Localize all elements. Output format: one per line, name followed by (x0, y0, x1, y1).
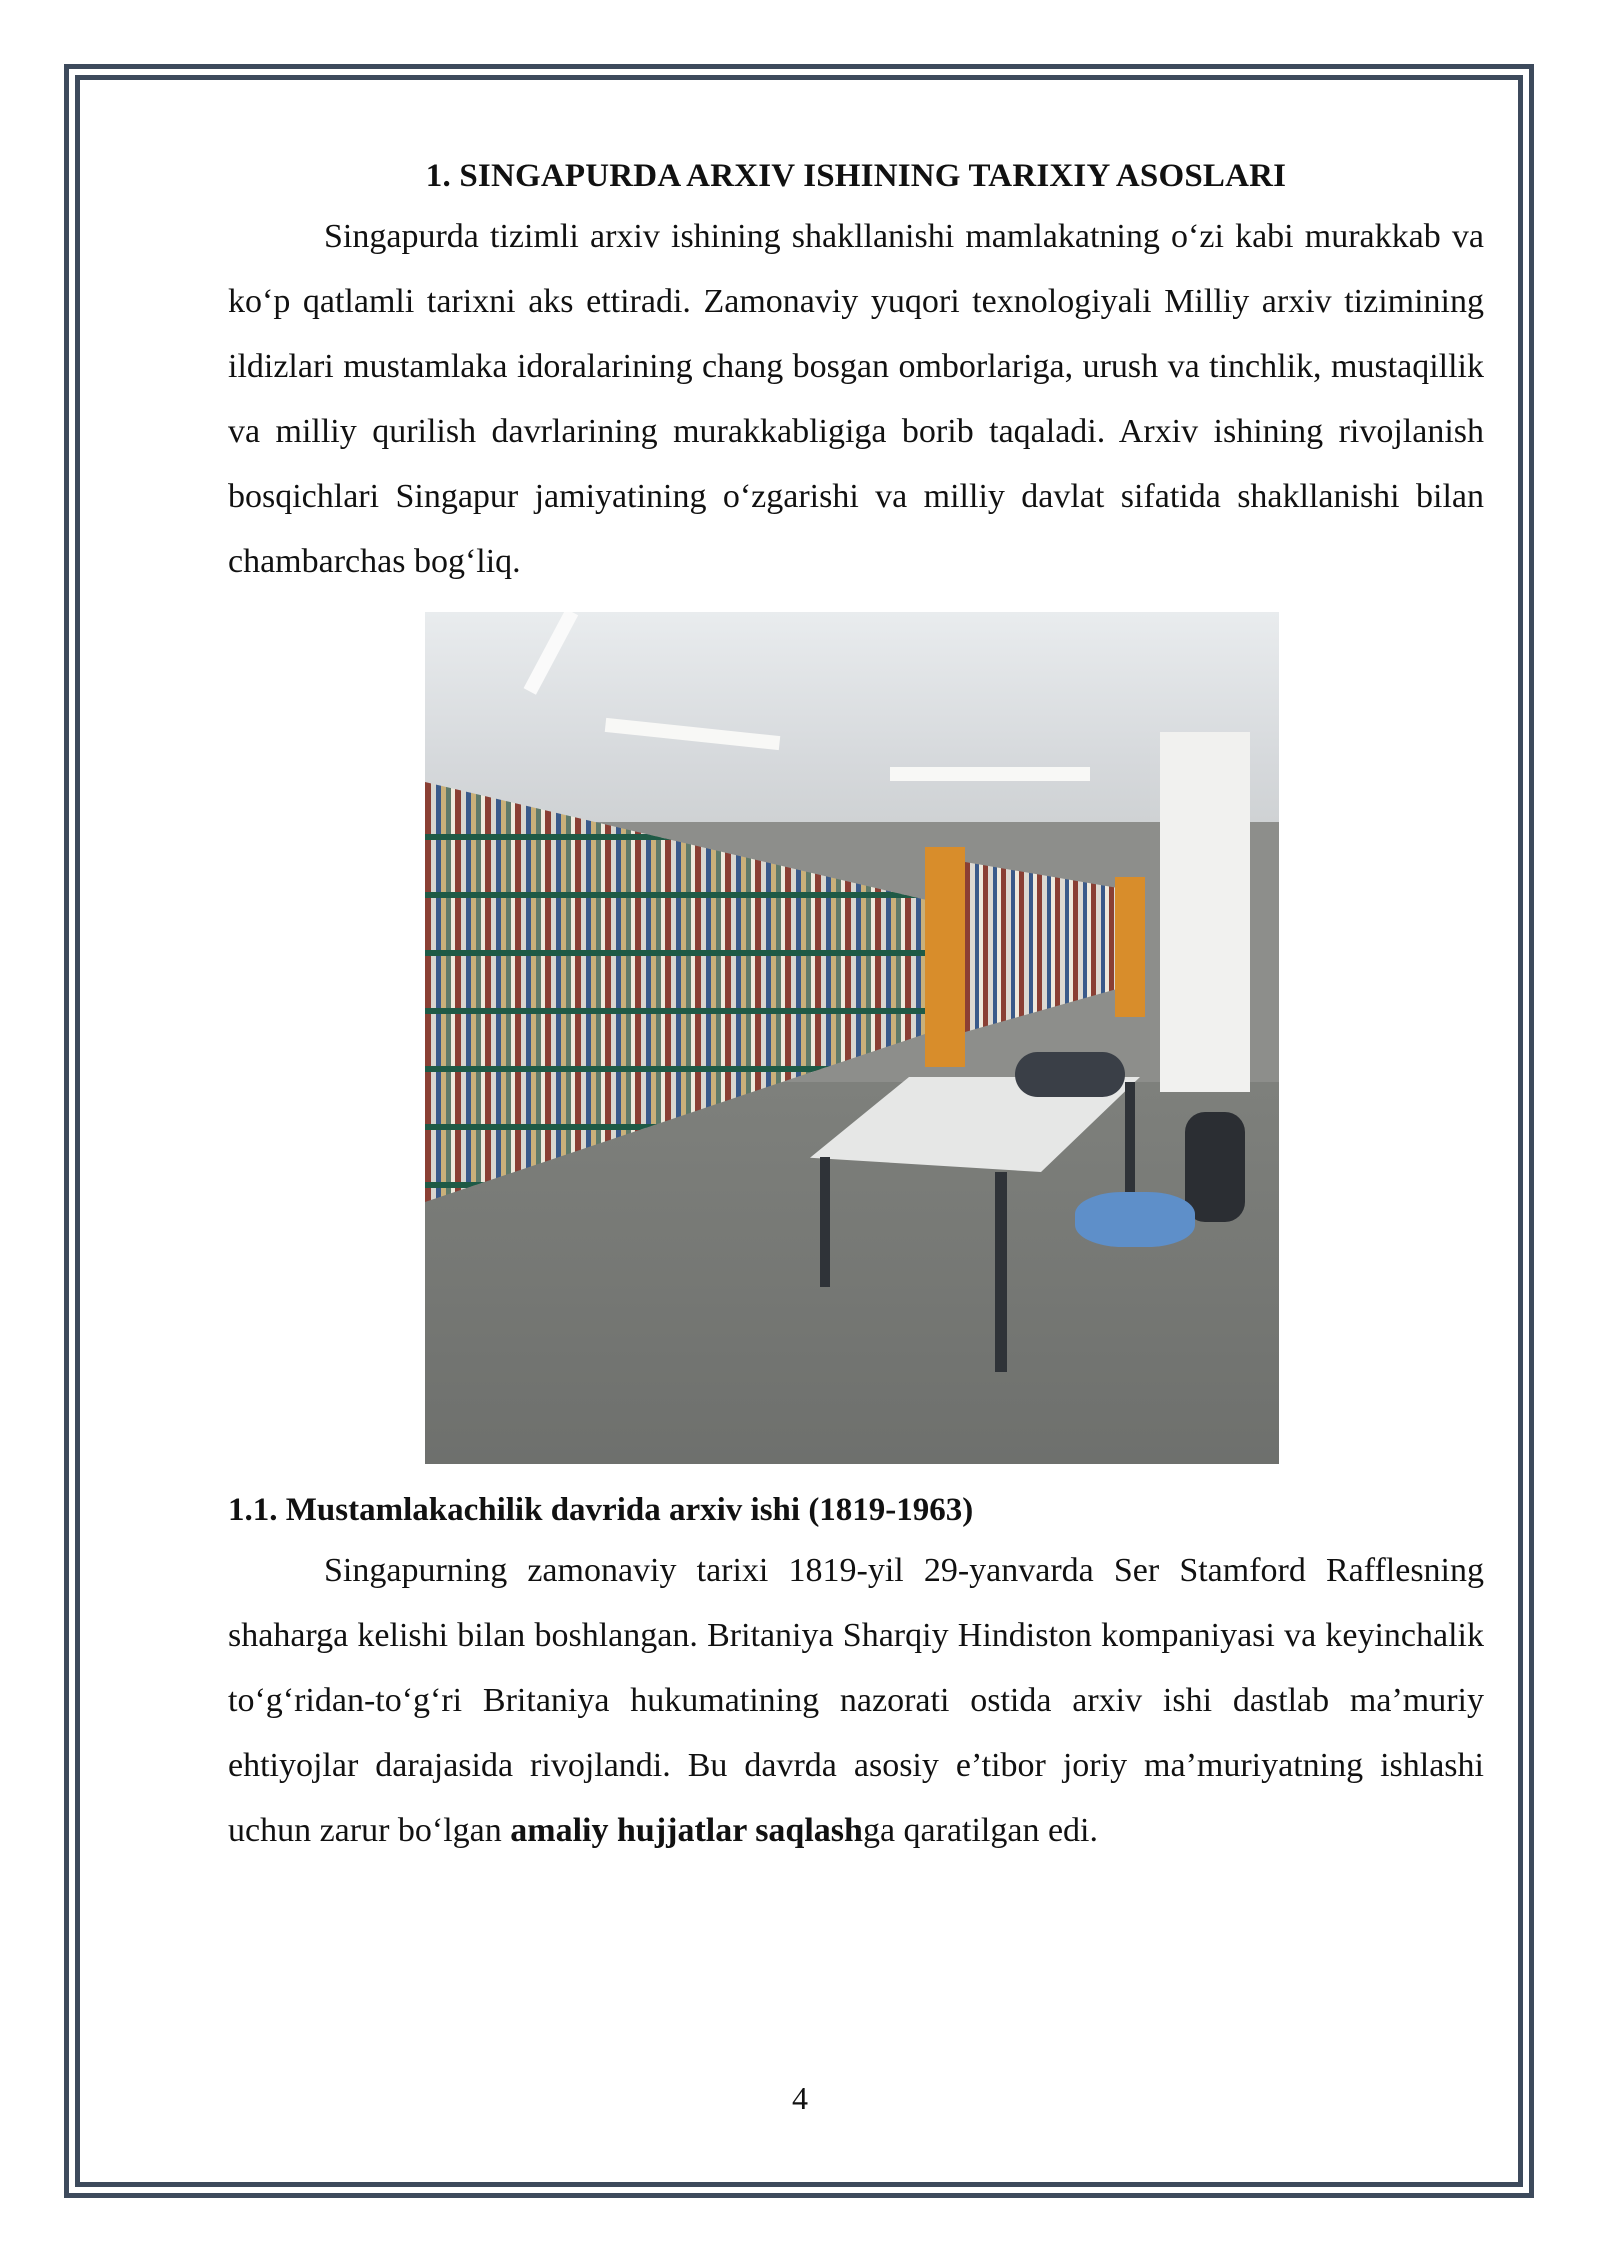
photo-shelf-end-panel (925, 847, 965, 1067)
second-paragraph (228, 1538, 1484, 1863)
page-number: 4 (792, 2080, 808, 2116)
intro-paragraph: Singapurda tizimli arxiv ishining shakllanishi mamlakatning o‘zi kabi murakkab va ko‘p qatlamli tarixni aks ettiradi. Zamonaviy yuqori texnologiyali Milliy arxiv tizimining ildizlari mustamlaka idoralarining chang bosgan omborlariga, urush va tinchlik, mustaqillik va milliy qurilish davrlarining murakkabligiga borib taqaladi. Arxiv ishining rivojlanish bosqichlari Singapur jamiyatining o‘zgarishi va milliy davlat sifatida shakllanishi bilan chambarchas bog‘liq. (228, 218, 1484, 580)
page-content (228, 148, 1484, 1863)
photo-shelf-end-panel (1115, 877, 1145, 1017)
library-photo (425, 612, 1279, 1464)
paragraph-suffix: ga qaratilgan edi. (862, 1812, 1098, 1849)
photo-pillar (1160, 732, 1250, 1092)
photo-table-leg (820, 1157, 830, 1287)
subsection-heading: 1.1. Mustamlakachilik davrida arxiv ishi (1819-1963) (228, 1492, 974, 1528)
section-heading: 1. SINGAPURDA ARXIV ISHINING TARIXIY ASOSLARI (425, 158, 1287, 194)
photo-bag (1015, 1052, 1125, 1097)
photo-table-leg (995, 1172, 1007, 1372)
photo-chair-seat (1075, 1192, 1195, 1247)
photo-ceiling-light (890, 767, 1090, 781)
photo-bookshelf (965, 862, 1115, 1032)
paragraph-bold-text: amaliy hujjatlar saqlash (510, 1812, 863, 1849)
photo-chair-back (1185, 1112, 1245, 1222)
paragraph-text: Singapurning zamonaviy tarixi 1819-yil 29-yanvarda Ser Stamford Rafflesning shaharga kelishi bilan boshlangan. Britaniya Sharqiy Hindiston kompaniyasi va keyinchalik to‘g‘ridan-to‘g‘ri Britaniya hukumatining nazorati ostida arxiv ishi dastlab ma’muriy ehtiyojlar darajasida rivojlandi. Bu davrda asosiy e’tibor joriy ma’muriyatning ishlashi uchun zarur bo‘lgan (228, 1552, 1484, 1849)
